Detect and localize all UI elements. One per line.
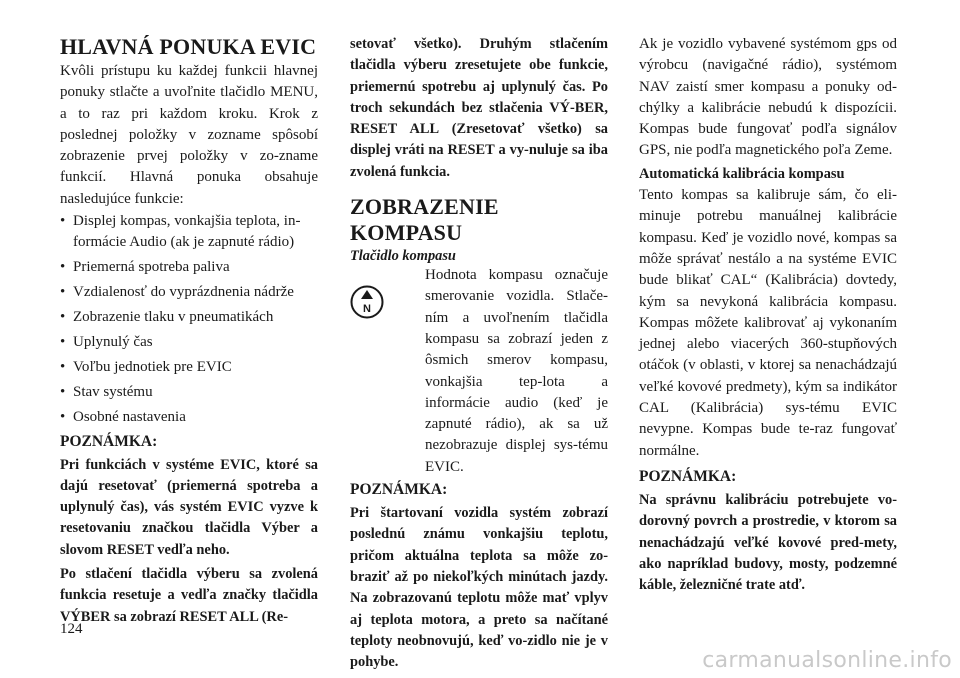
list-item: • Voľbu jednotiek pre EVIC	[60, 357, 318, 378]
page-number: 124	[60, 621, 83, 637]
note-continued-paragraph: setovať všetko). Druhým stlačením tlačidla výberu zresetujete obe funkcie, priemernú spotrebu aj uplynulý čas. Po troch sekundách bez stlačenia VÝ-BER, RESET ALL (Zresetovať všetko) sa displej vráti na RESET a vy-nuluje sa iba zvolená funkcia.	[350, 36, 608, 180]
gps-paragraph: Ak je vozidlo vybavené systémom gps od výrobcu (navigačné rádio), systémom NAV zaistí smer kompasu a ponuky od-chýlky a kalibrácie nebudú k dispozícii. Kompas bude fungovať podľa signálov GPS, nie podľa magnetického poľa Zeme.	[639, 36, 897, 159]
list-item: • Osobné nastavenia	[60, 407, 318, 428]
auto-calibration-label: Automatická kalibrácia kompasu	[639, 165, 845, 182]
column-right	[639, 34, 897, 596]
calibration-paragraph: Tento kompas sa kalibruje sám, čo eli-minuje potrebu manuálnej kalibrácie kompasu. Keď je vozidlo nové, kompas sa môže správať nestálo a na systéme EVIC bude blikať CAL“ (Kalibrácia) dovtedy, kým sa nevykoná kalibrácia kompasu. Kompas môžete kalibrovať aj vykonaním jednej alebo viacerých 360-stupňových otáčok (v oblasti, v ktorej sa nenachádzajú veľké kovové predmety), kým sa indikátor CAL (Kalibrácia) sys-tému EVIC nevypne. Kompas bude te-raz fungovať normálne.	[639, 187, 897, 459]
section-title-main-menu: HLAVNÁ PONUKA EVIC	[60, 34, 317, 59]
note-heading: POZNÁMKA:	[639, 467, 737, 485]
column-left	[60, 34, 318, 628]
note-heading: POZNÁMKA:	[350, 481, 448, 499]
compass-body-paragraph: Hodnota kompasu označuje smerovanie vozidla. Stlače-ním a uvoľnením tlačidla kompasu sa zobrazí jeden z ôsmich smerov kompasu, vonkajšia tep-lota a informácie audio (keď je zapnuté rádio), ak sa už nezobrazuje displej sys-tému EVIC.	[425, 267, 608, 475]
note-heading: POZNÁMKA:	[60, 432, 158, 450]
compass-button-subheading: Tlačidlo kompasu	[350, 248, 456, 265]
watermark-logo: carmanualsonline.info	[702, 648, 952, 673]
compass-letter: N	[363, 303, 371, 316]
column-middle	[350, 34, 608, 673]
list-item: • Zobrazenie tlaku v pneumatikách	[60, 307, 318, 328]
note-paragraph: Na správnu kalibráciu potrebujete vo-dorovný povrch a prostredie, v ktorom sa nenachádzajú veľké kovové pred-mety, ako napríklad budovy, mosty, podzemné káble, železničné trate atď.	[639, 491, 897, 594]
intro-paragraph: Kvôli prístupu ku každej funkcii hlavnej ponuky stlačte a uvoľnite tlačidlo MENU, a to raz pri každom kroku. Krok z poslednej položky v zozname spôsobí zobrazenie prvej položky v zo-zname funkcií. Hlavná ponuka obsahuje nasledujúce funkcie:	[60, 63, 318, 207]
compass-button-icon	[350, 285, 384, 319]
note-paragraph: Pri štartovaní vozidla systém zobrazí poslednú známu vonkajšiu teplotu, pričom aktuálna teplota sa môže zo-braziť až po niekoľkých minútach jazdy. Na zobrazovanú teplotu môže mať vplyv aj teplota motora, a preto sa načítané teploty neobnovujú, keď vo-zidlo nie je v pohybe.	[350, 505, 608, 671]
list-item: • Stav systému	[60, 382, 318, 403]
section-title-compass: ZOBRAZENIE KOMPASU	[350, 194, 499, 246]
list-item: • Displej kompas, vonkajšia teplota, in-formácie Audio (ak je zapnuté rádio)	[60, 211, 318, 254]
list-item: • Uplynulý čas	[60, 332, 318, 353]
compass-description	[350, 265, 608, 478]
list-item: • Vzdialenosť do vyprázdnenia nádrže	[60, 282, 318, 303]
note-paragraph: Pri funkciách v systéme EVIC, ktoré sa dajú resetovať (priemerná spotreba a uplynulý čas), vás systém EVIC vyzve k resetovaniu značkou tlačidla Výber a slovom RESET vedľa neho.	[60, 456, 318, 558]
note-paragraph: Po stlačení tlačidla výberu sa zvolená funkcia resetuje a vedľa značky tlačidla VÝBER sa zobrazí RESET ALL (Re-	[60, 565, 318, 625]
function-list	[60, 211, 318, 428]
list-item: • Priemerná spotreba paliva	[60, 257, 318, 278]
